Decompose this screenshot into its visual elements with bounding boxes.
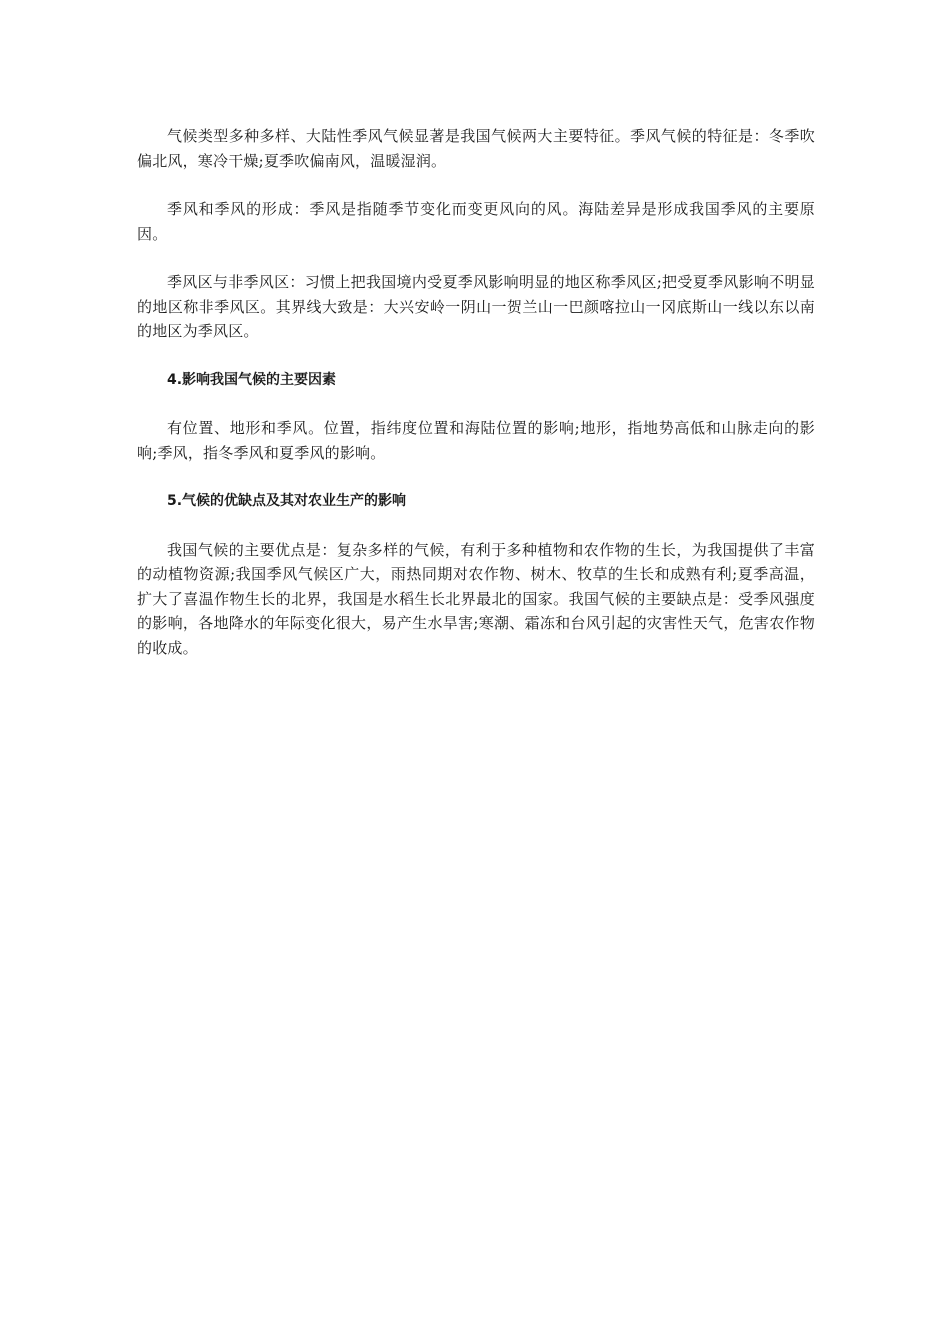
paragraph-climate-pros-cons: 我国气候的主要优点是：复杂多样的气候，有利于多种植物和农作物的生长，为我国提供了丰富的动植物资源;我国季风气候区广大，雨热同期对农作物、树木、牧草的生长和成熟有利;夏季高温，扩大了喜温作物生长的北界，我国是水稻生长北界最北的国家。我国气候的主要缺点是：受季风强度的影响，各地降水的年际变化很大，易产生水旱害;寒潮、霜冻和台风引起的灾害性天气，危害农作物的收成。 — [137, 540, 815, 657]
paragraph-climate-factors: 有位置、地形和季风。位置，指纬度位置和海陆位置的影响;地形，指地势高低和山脉走向的影响;季风，指冬季风和夏季风的影响。 — [137, 419, 815, 462]
section-heading-climate-pros-cons: 5.气候的优缺点及其对农业生产的影响 — [167, 493, 407, 509]
paragraph-climate-features: 气候类型多种多样、大陆性季风气候显著是我国气候两大主要特征。季风气候的特征是：冬季吹偏北风，寒冷干燥;夏季吹偏南风，温暖湿润。 — [137, 127, 815, 170]
document-body — [137, 124, 815, 684]
paragraph-monsoon-formation: 季风和季风的形成：季风是指随季节变化而变更风向的风。海陆差异是形成我国季风的主要原因。 — [137, 200, 815, 243]
section-heading-climate-factors: 4.影响我国气候的主要因素 — [167, 371, 337, 388]
paragraph-monsoon-regions: 季风区与非季风区：习惯上把我国境内受夏季风影响明显的地区称季风区;把受夏季风影响不明显的地区称非季风区。其界线大致是：大兴安岭一阴山一贺兰山一巴颜喀拉山一冈底斯山一线以东以南的地区为季风区。 — [137, 273, 815, 340]
